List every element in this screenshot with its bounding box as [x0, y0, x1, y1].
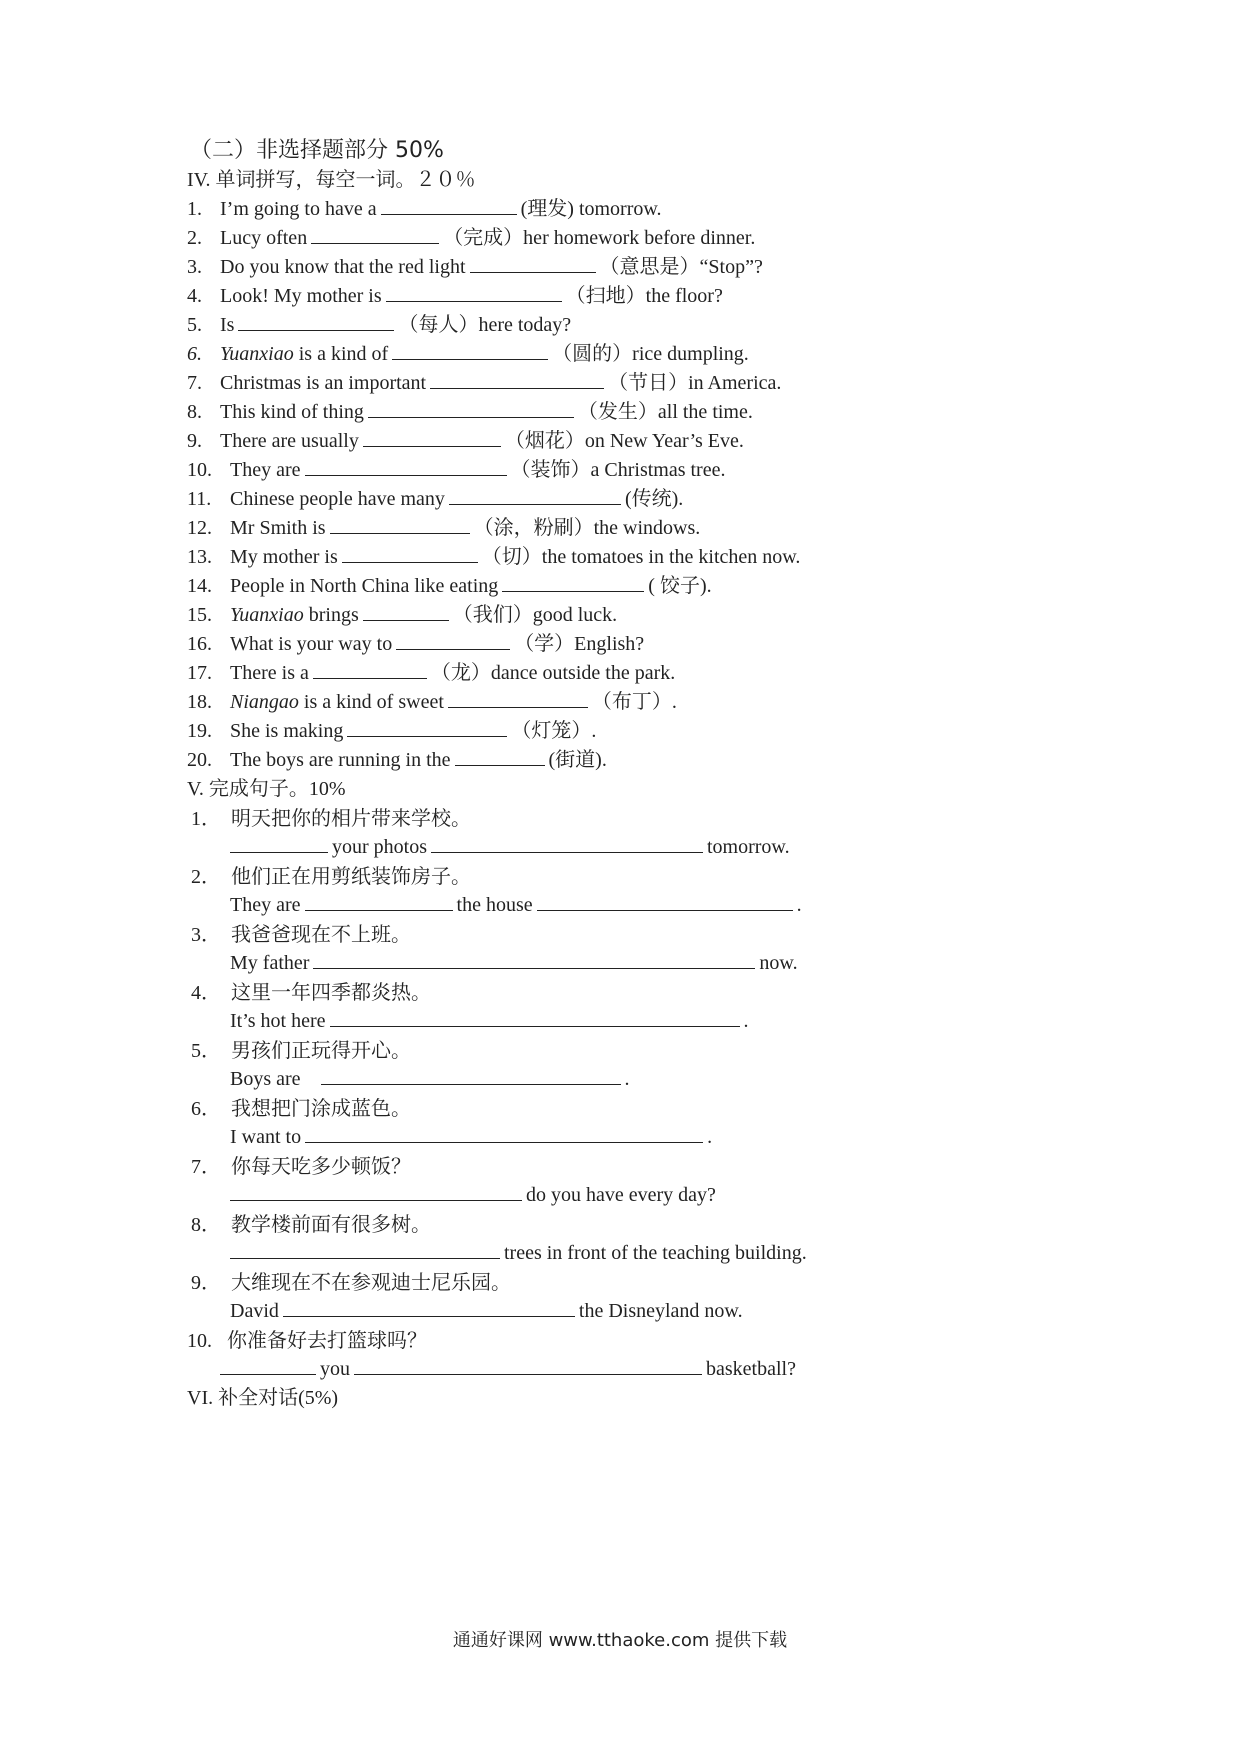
item-text: It’s hot here: [230, 1010, 326, 1032]
s5-item-7-en: [230, 1180, 716, 1210]
item-number: 13.: [187, 546, 212, 568]
answer-blank[interactable]: [386, 283, 562, 302]
item-text: Boys are: [230, 1068, 301, 1090]
item-text: .: [743, 1010, 749, 1032]
item-text: My mother is: [230, 546, 338, 568]
item-number: 14.: [187, 575, 212, 597]
s4-item-16: [187, 629, 644, 659]
s5-item-3-cn: [191, 919, 411, 949]
s5-item-5-cn: [191, 1035, 411, 1065]
answer-blank[interactable]: [230, 1182, 522, 1201]
item-text: Lucy often: [220, 227, 308, 249]
item-italic-word: Niangao: [230, 691, 299, 713]
item-text: They are: [230, 459, 301, 481]
footer-note: 通通好课网 www.tthaoke.com 提供下载: [452, 1630, 788, 1651]
s4-item-15: [187, 600, 617, 630]
answer-blank[interactable]: [330, 1008, 740, 1027]
item-hint: （烟花）on New Year’s Eve.: [504, 430, 744, 452]
item-number: 17.: [187, 662, 212, 684]
item-hint: （装饰）a Christmas tree.: [510, 459, 726, 481]
item-hint: （学）English?: [514, 633, 645, 655]
answer-blank[interactable]: [230, 834, 328, 853]
s4-item-13: [187, 542, 800, 572]
item-number: 5.: [187, 314, 202, 336]
s5-item-5-en: [230, 1064, 630, 1094]
s4-item-18: [187, 687, 677, 717]
s5-item-2-en: [230, 890, 802, 920]
answer-blank[interactable]: [392, 341, 548, 360]
item-text: is a kind of: [293, 343, 389, 365]
item-hint: (街道).: [548, 749, 607, 771]
item-number: 7.: [187, 372, 202, 394]
item-number: 4.: [187, 285, 202, 307]
item-text: David: [230, 1300, 279, 1322]
answer-blank[interactable]: [330, 515, 470, 534]
part-title: （二）非选择题部分 50%: [190, 138, 444, 163]
item-chinese: 男孩们正玩得开心。: [231, 1038, 411, 1062]
item-chinese: 大维现在不在参观迪士尼乐园。: [231, 1270, 511, 1294]
s4-item-3: [187, 252, 763, 282]
item-number: 1.: [187, 198, 202, 220]
item-italic-word: Yuanxiao: [230, 604, 304, 626]
item-number: 16.: [187, 633, 212, 655]
item-hint: (理发) tomorrow.: [520, 198, 662, 220]
item-hint: （龙）dance outside the park.: [430, 662, 676, 684]
item-number: 8．: [191, 1214, 221, 1236]
s4-item-9: [187, 426, 744, 456]
s5-item-6-cn: [191, 1093, 411, 1123]
item-text: brings: [303, 604, 359, 626]
item-hint: （发生）all the time.: [577, 401, 753, 423]
item-hint: （每人）here today?: [398, 314, 572, 336]
item-text: People in North China like eating: [230, 575, 499, 597]
answer-blank[interactable]: [396, 631, 510, 650]
item-text: is a kind of sweet: [298, 691, 444, 713]
item-text: trees in front of the teaching building.: [504, 1242, 807, 1264]
item-chinese: 他们正在用剪纸装饰房子。: [231, 864, 471, 888]
item-chinese: 教学楼前面有很多树。: [231, 1212, 431, 1236]
s4-item-17: [187, 658, 675, 688]
answer-blank[interactable]: [502, 573, 644, 592]
item-number: 8.: [187, 401, 202, 423]
answer-blank[interactable]: [368, 399, 574, 418]
answer-blank[interactable]: [313, 660, 427, 679]
item-text: .: [624, 1068, 630, 1090]
item-chinese: 这里一年四季都炎热。: [231, 980, 431, 1004]
section-4-title: IV. 单词拼写，每空一词。２０％: [187, 169, 476, 191]
item-hint: （切）the tomatoes in the kitchen now.: [481, 546, 801, 568]
item-chinese: 我爸爸现在不上班。: [231, 922, 411, 946]
item-text: basketball?: [706, 1358, 796, 1380]
s4-item-12: [187, 513, 700, 543]
item-text: This kind of thing: [220, 401, 364, 423]
item-text: There is a: [230, 662, 309, 684]
item-text: now.: [759, 952, 798, 974]
item-chinese: 明天把你的相片带来学校。: [231, 806, 471, 830]
s4-item-1: [187, 194, 662, 224]
s5-item-8-en: [230, 1238, 807, 1268]
item-text: The boys are running in the: [230, 749, 451, 771]
answer-blank[interactable]: [363, 602, 449, 621]
item-number: 20.: [187, 749, 212, 771]
answer-blank[interactable]: [455, 747, 545, 766]
s5-item-3-en: [230, 948, 798, 978]
s4-item-8: [187, 397, 753, 427]
s5-item-8-cn: [191, 1209, 431, 1239]
item-text: Christmas is an important: [220, 372, 427, 394]
answer-blank[interactable]: [311, 225, 439, 244]
s4-item-4: [187, 281, 723, 311]
item-text: They are: [230, 894, 301, 916]
item-text: I want to: [230, 1126, 302, 1148]
answer-blank[interactable]: [431, 834, 703, 853]
item-number: 5．: [191, 1040, 221, 1062]
s4-item-2: [187, 223, 755, 253]
s4-item-11: [187, 484, 683, 514]
s5-item-9-cn: [191, 1267, 511, 1297]
s4-item-19: [187, 716, 596, 746]
item-hint: （完成）her homework before dinner.: [443, 227, 756, 249]
s5-item-4-cn: [191, 977, 431, 1007]
s5-item-6-en: [230, 1122, 712, 1152]
item-hint: （意思是）“Stop”?: [599, 256, 763, 278]
item-hint: （涂，粉刷）the windows.: [473, 517, 701, 539]
item-hint: （我们）good luck.: [452, 604, 618, 626]
answer-blank[interactable]: [283, 1298, 575, 1317]
item-text: tomorrow.: [707, 836, 790, 858]
item-text: What is your way to: [230, 633, 393, 655]
answer-blank[interactable]: [363, 428, 501, 447]
answer-blank[interactable]: [305, 1124, 703, 1143]
item-number: 10.: [187, 459, 212, 481]
section-6-title: VI. 补全对话(5%): [187, 1387, 339, 1409]
item-number: 2．: [191, 866, 221, 888]
s5-item-10-cn: [187, 1325, 427, 1355]
answer-blank[interactable]: [305, 892, 453, 911]
item-hint: （圆的）rice dumpling.: [552, 343, 749, 365]
item-chinese: 你每天吃多少顿饭？: [231, 1154, 411, 1178]
item-text: you: [320, 1358, 350, 1380]
answer-blank[interactable]: [342, 544, 478, 563]
item-hint: (传统).: [624, 488, 684, 510]
item-number: 10.: [187, 1330, 212, 1352]
item-text: do you have every day?: [526, 1184, 716, 1206]
item-number: 1．: [191, 808, 221, 830]
section-5-title: V. 完成句子。10%: [187, 778, 346, 800]
answer-blank[interactable]: [220, 1356, 316, 1375]
item-hint: （灯笼）.: [511, 720, 597, 742]
answer-blank[interactable]: [381, 196, 517, 215]
s5-item-2-cn: [191, 861, 471, 891]
item-hint: （布丁）.: [591, 691, 677, 713]
s5-item-9-en: [230, 1296, 743, 1326]
answer-blank[interactable]: [230, 1240, 500, 1259]
s4-item-20: [187, 745, 607, 775]
answer-blank[interactable]: [449, 486, 621, 505]
item-number: 12.: [187, 517, 212, 539]
item-hint: （节日）in America.: [608, 372, 782, 394]
s4-item-6: [187, 339, 749, 369]
item-text: Chinese people have many: [230, 488, 445, 510]
answer-blank[interactable]: [430, 370, 604, 389]
s5-item-7-cn: [191, 1151, 411, 1181]
item-text: Mr Smith is: [230, 517, 326, 539]
answer-blank[interactable]: [321, 1066, 621, 1085]
item-number: 9.: [187, 430, 202, 452]
item-number: 6.: [187, 343, 202, 365]
item-number: 3.: [187, 256, 202, 278]
item-number: 3．: [191, 924, 221, 946]
s5-item-4-en: [230, 1006, 749, 1036]
s4-item-14: [187, 571, 712, 601]
s4-item-5: [187, 310, 571, 340]
item-number: 18.: [187, 691, 212, 713]
answer-blank[interactable]: [238, 312, 394, 331]
item-number: 6．: [191, 1098, 221, 1120]
s5-item-1-en: [230, 832, 790, 862]
answer-blank[interactable]: [537, 892, 793, 911]
item-italic-word: Yuanxiao: [220, 343, 294, 365]
item-hint: （扫地）the floor?: [565, 285, 723, 307]
answer-blank[interactable]: [448, 689, 588, 708]
item-text: .: [707, 1126, 713, 1148]
item-text: your photos: [332, 836, 427, 858]
item-text: There are usually: [220, 430, 359, 452]
s5-item-10-en: [220, 1354, 796, 1384]
item-text: I’m going to have a: [220, 198, 377, 220]
item-text: She is making: [230, 720, 344, 742]
item-text: Look! My mother is: [220, 285, 382, 307]
item-number: 19.: [187, 720, 212, 742]
item-chinese: 你准备好去打篮球吗？: [227, 1328, 427, 1352]
item-text: the house: [456, 894, 533, 916]
answer-blank[interactable]: [305, 457, 507, 476]
item-text: Is: [220, 314, 235, 336]
answer-blank[interactable]: [347, 718, 507, 737]
answer-blank[interactable]: [470, 254, 596, 273]
item-number: 2.: [187, 227, 202, 249]
answer-blank[interactable]: [313, 950, 755, 969]
item-text: .: [796, 894, 802, 916]
item-number: 15.: [187, 604, 212, 626]
item-text: My father: [230, 952, 310, 974]
item-number: 11.: [187, 488, 212, 510]
item-chinese: 我想把门涂成蓝色。: [231, 1096, 411, 1120]
answer-blank[interactable]: [354, 1356, 702, 1375]
item-text: Do you know that the red light: [220, 256, 466, 278]
s5-item-1-cn: [191, 803, 471, 833]
s4-item-10: [187, 455, 725, 485]
item-hint: ( 饺子).: [648, 575, 712, 597]
item-number: 7．: [191, 1156, 221, 1178]
item-text: the Disneyland now.: [578, 1300, 743, 1322]
s4-item-7: [187, 368, 781, 398]
item-number: 9．: [191, 1272, 221, 1294]
item-number: 4．: [191, 982, 221, 1004]
